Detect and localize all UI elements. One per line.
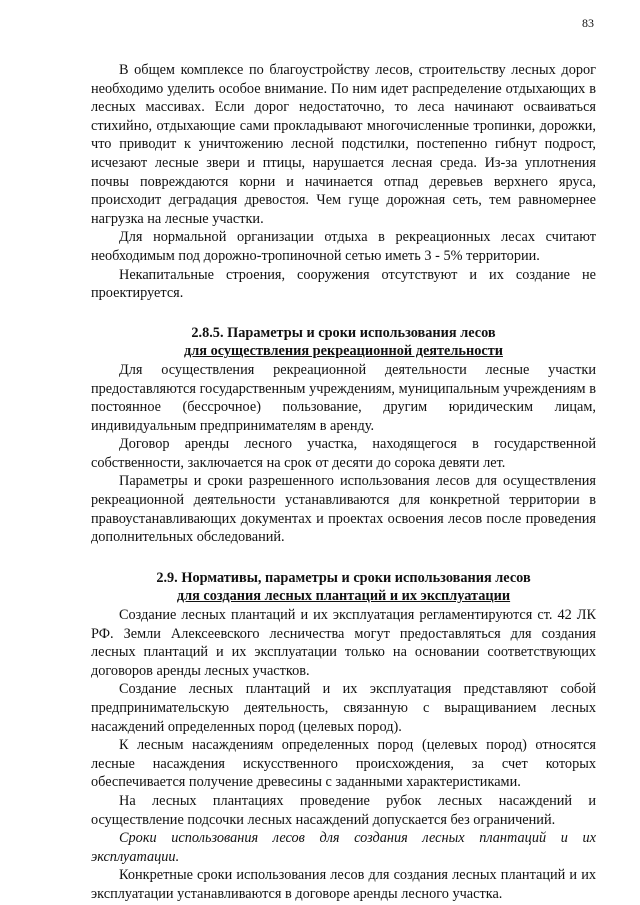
- paragraph: В общем комплексе по благоустройству лесов, строительству лесных дорог необходимо уделить особое внимание. По ним идет распределение отдыхающих в лесных массивах. Если дорог недостаточно, то леса начинают осваиваться стихийно, отдыхающие сами прокладывают многочисленные тропинки, дорожки, что приводит к уничтожению лесной подстилки, постепенно гибнут подрост, исчезают лесные звери и птицы, нарушается лесная среда. Из-за уплотнения почвы повреждаются корни и начинается отпад деревьев верхнего яруса, происходит деградация древостоя. Чем гуще дорожная сеть, тем равномернее нагрузка на лесные участки.: [91, 62, 596, 227]
- paragraph: К лесным насаждениям определенных пород (целевых пород) относятся лесные насаждения искусственного происхождения, за счет которых обеспечивается получение древесины с заданными характеристиками.: [91, 737, 596, 791]
- section-heading-line: 2.9. Нормативы, параметры и сроки использования лесов: [156, 569, 531, 586]
- paragraph: Создание лесных плантаций и их эксплуатация представляют собой предпринимательскую деятельность, связанную с выращиванием лесных насаждений определенных пород (целевых пород).: [91, 681, 596, 735]
- paragraph: Договор аренды лесного участка, находящегося в государственной собственности, заключается на срок от десяти до сорока девяти лет.: [91, 436, 596, 471]
- section-heading-2-9: [91, 569, 596, 606]
- section-heading-line: 2.8.5. Параметры и сроки использования лесов: [191, 324, 496, 341]
- section-heading-2-8-5: [91, 324, 596, 361]
- paragraph: Для осуществления рекреационной деятельности лесные участки предоставляются государственным учреждениям, муниципальным учреждениям в постоянное (бессрочное) пользование, другим юридическим лицам, индивидуальным предпринимателям в аренду.: [91, 361, 596, 434]
- paragraph: Конкретные сроки использования лесов для создания лесных плантаций и их эксплуатации устанавливаются в договоре аренды лесного участка.: [91, 867, 596, 902]
- paragraph: Для нормальной организации отдыха в рекреационных лесах считают необходимым под дорожно-тропиночной сетью иметь 3 - 5% территории.: [91, 229, 596, 264]
- page-number: 83: [582, 16, 594, 30]
- page-content: [91, 61, 596, 904]
- section-heading-line: для осуществления рекреационной деятельности: [184, 343, 503, 360]
- section-heading-line: для создания лесных плантаций и их эксплуатации: [176, 588, 511, 605]
- paragraph: Параметры и сроки разрешенного использования лесов для осуществления рекреационной деятельности устанавливаются для конкретной территории в правоустанавливающих документах и проектах освоения лесов после проведения дополнительных обследований.: [91, 473, 596, 546]
- paragraph: Создание лесных плантаций и их эксплуатация регламентируются ст. 42 ЛК РФ. Земли Алексеевского лесничества могут предоставляться для создания лесных плантаций и их эксплуатации только на основании соответствующих договоров аренды лесных участков.: [91, 607, 596, 679]
- italic-subheading: Сроки использования лесов для создания лесных плантаций и их эксплуатации.: [91, 830, 596, 865]
- paragraph: На лесных плантациях проведение рубок лесных насаждений и осуществление подсочки лесных насаждений допускается без ограничений.: [91, 792, 596, 828]
- paragraph: Некапитальные строения, сооружения отсутствуют и их создание не проектируется.: [91, 266, 596, 302]
